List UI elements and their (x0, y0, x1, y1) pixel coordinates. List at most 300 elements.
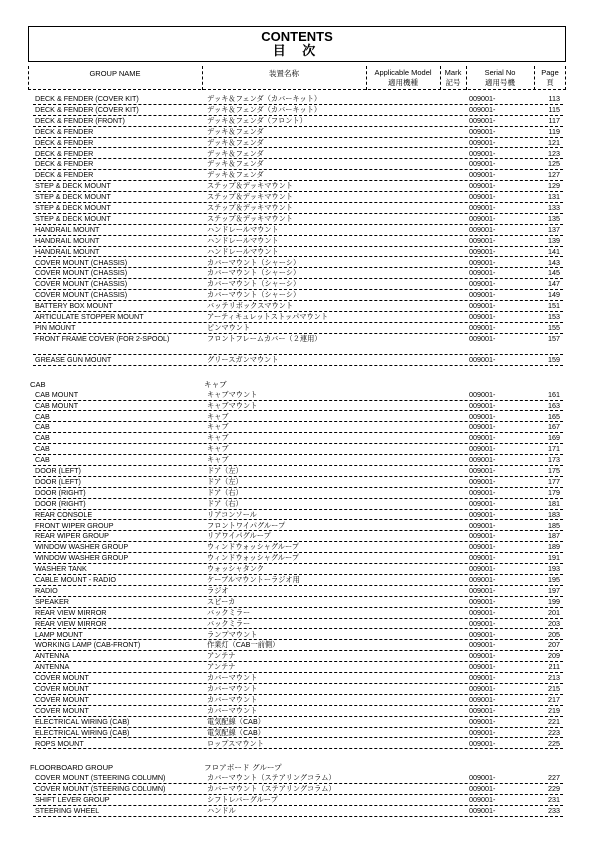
serial-no: 009001- (469, 531, 496, 541)
list-item[interactable] (0, 127, 596, 138)
group-name: STEP & DECK MOUNT (35, 213, 111, 223)
page-number: 143 (548, 257, 560, 267)
serial-no: 009001- (469, 585, 496, 595)
group-name: DECK & FENDER (35, 148, 94, 158)
page-number: 189 (548, 542, 560, 552)
jp-name: キャブ (207, 433, 229, 443)
list-item[interactable] (0, 477, 596, 488)
col-mark-jp: 記号 (445, 78, 461, 87)
jp-name: ウィンドウォッシャグループ (207, 553, 299, 563)
jp-name: ハンドレールマウント (207, 224, 279, 234)
group-name: COVER MOUNT (CHASSIS) (35, 279, 128, 289)
section-title: FLOORBOARD GROUP (30, 763, 114, 773)
page-number: 135 (548, 213, 560, 223)
group-name: SPEAKER (35, 596, 69, 606)
list-item[interactable] (0, 225, 596, 236)
page-number: 203 (548, 618, 560, 628)
group-name: WINDOW WASHER GROUP (35, 542, 129, 552)
serial-no: 009001- (469, 400, 496, 410)
page-number: 139 (548, 235, 560, 245)
jp-name: キャブマウント (207, 389, 258, 399)
page-number: 183 (548, 509, 560, 519)
jp-name: ロップスマウント (207, 738, 264, 748)
page-number: 231 (548, 795, 560, 805)
page-number: 129 (548, 181, 560, 191)
page-number: 179 (548, 487, 560, 497)
serial-no: 009001- (469, 705, 496, 715)
group-name: COVER MOUNT (CHASSIS) (35, 290, 128, 300)
serial-no: 009001- (469, 640, 496, 650)
serial-no: 009001- (469, 795, 496, 805)
jp-name: ステップ＆デッキマウント (207, 203, 293, 212)
page-number: 229 (548, 784, 560, 794)
group-name: STEP & DECK MOUNT (35, 192, 111, 202)
serial-no: 009001- (469, 159, 496, 169)
serial-no: 009001- (469, 487, 496, 497)
page-number: 115 (548, 104, 560, 114)
group-name: COVER MOUNT (35, 673, 89, 683)
jp-name: ハンドレールマウント (207, 235, 279, 245)
jp-name: フロントフレームカバー（２連用） (207, 333, 322, 343)
list-item[interactable] (0, 728, 596, 739)
page-number: 121 (548, 137, 560, 147)
page-number: 169 (548, 433, 560, 443)
page-number: 181 (548, 498, 560, 508)
contents-header (28, 26, 566, 62)
list-item[interactable] (0, 455, 596, 466)
jp-name: アンテナ (207, 662, 236, 672)
list-item[interactable] (0, 488, 596, 499)
group-name: DECK & FENDER (35, 126, 94, 136)
group-name: COVER MOUNT (CHASSIS) (35, 257, 128, 267)
list-item[interactable] (0, 412, 596, 423)
serial-no: 009001- (469, 684, 496, 693)
col-serial-en: Serial No (484, 68, 516, 77)
group-name: DECK & FENDER (35, 159, 94, 169)
jp-name: デッキ＆フェンダ (207, 159, 264, 169)
serial-no: 009001- (469, 596, 496, 606)
page-number: 125 (548, 159, 560, 169)
page-number: 161 (548, 389, 560, 399)
group-name: HANDRAIL MOUNT (35, 235, 100, 245)
serial-no: 009001- (469, 322, 496, 332)
jp-name: ドア（左） (207, 476, 243, 486)
list-item[interactable] (0, 312, 596, 323)
group-name: BATTERY BOX MOUNT (35, 301, 113, 311)
jp-name: カバーマウント (207, 673, 258, 683)
page-number: 165 (548, 411, 560, 421)
group-name: CABLE MOUNT - RADIO (35, 575, 116, 584)
jp-name: デッキ＆フェンダ (207, 170, 264, 180)
jp-name: 電気配線（CAB） (207, 716, 265, 726)
section-title-jp: フロアボード グループ (204, 763, 282, 773)
serial-no: 009001- (469, 257, 496, 267)
serial-no: 009001- (469, 716, 496, 726)
list-item[interactable] (0, 773, 596, 784)
jp-name: カバーマウント（シャーシ） (207, 268, 301, 278)
group-name: SHIFT LEVER GROUP (35, 795, 110, 805)
group-name: CAB (35, 455, 50, 465)
group-name: CAB (35, 411, 50, 421)
serial-no: 009001- (469, 694, 496, 704)
group-name: COVER MOUNT (STEERING COLUMN) (35, 784, 166, 794)
serial-no: 009001- (469, 268, 496, 278)
serial-no: 009001- (469, 509, 496, 519)
group-name: PIN MOUNT (35, 322, 76, 332)
jp-name: ステップ＆デッキマウント (207, 181, 293, 191)
list-item[interactable] (0, 510, 596, 521)
group-name: CAB (35, 444, 50, 454)
list-item[interactable] (0, 323, 596, 334)
list-item[interactable] (0, 651, 596, 662)
page-number: 227 (548, 773, 560, 783)
serial-no: 009001- (469, 290, 496, 300)
group-name: WASHER TANK (35, 564, 87, 574)
serial-no: 009001- (469, 433, 496, 443)
jp-name: キャブ (207, 411, 229, 421)
list-item[interactable] (0, 94, 596, 105)
list-item[interactable] (0, 301, 596, 312)
list-item[interactable] (0, 640, 596, 651)
serial-no: 009001- (469, 148, 496, 158)
list-item[interactable] (0, 214, 596, 225)
serial-no: 009001- (469, 181, 496, 191)
list-item[interactable] (0, 673, 596, 684)
group-name: COVER MOUNT (STEERING COLUMN) (35, 773, 166, 783)
group-name: STEP & DECK MOUNT (35, 181, 111, 191)
serial-no: 009001- (469, 618, 496, 628)
serial-no: 009001- (469, 476, 496, 486)
serial-no: 009001- (469, 203, 496, 212)
list-item[interactable] (0, 499, 596, 510)
serial-no: 009001- (469, 137, 496, 147)
serial-no: 009001- (469, 542, 496, 552)
list-item[interactable] (0, 355, 596, 366)
group-name: COVER MOUNT (35, 684, 89, 693)
page-number: 195 (548, 575, 560, 584)
list-item[interactable] (0, 401, 596, 412)
group-name: DECK & FENDER (35, 170, 94, 180)
jp-name: 作業灯（CAB一前側） (207, 640, 280, 650)
page-number: 151 (548, 301, 560, 311)
page-number: 233 (548, 806, 560, 816)
list-item[interactable] (0, 105, 596, 116)
list-item[interactable] (0, 795, 596, 806)
serial-no: 009001- (469, 520, 496, 530)
jp-name: スピーカ (207, 596, 236, 606)
jp-name: ドア（右） (207, 498, 243, 508)
jp-name: ランプマウント (207, 629, 258, 639)
serial-no: 009001- (469, 411, 496, 421)
page-number: 173 (548, 455, 560, 465)
list-item[interactable] (0, 564, 596, 575)
list-item[interactable] (0, 784, 596, 795)
jp-name: デッキ＆フェンダ (207, 137, 264, 147)
jp-name: バックミラー (207, 618, 251, 628)
serial-no: 009001- (469, 784, 496, 794)
page-number: 221 (548, 716, 560, 726)
group-name: ARTICULATE STOPPER MOUNT (35, 312, 144, 321)
page-number: 209 (548, 651, 560, 661)
page-number: 225 (548, 738, 560, 748)
page-number: 163 (548, 400, 560, 410)
jp-name: デッキ＆フェンダ (207, 126, 264, 136)
serial-no: 009001- (469, 235, 496, 245)
page-number: 201 (548, 607, 560, 617)
group-name: STEP & DECK MOUNT (35, 203, 111, 212)
list-item[interactable] (0, 258, 596, 269)
jp-name: ステップ＆デッキマウント (207, 192, 293, 202)
list-item[interactable] (0, 268, 596, 279)
col-page-en: Page (541, 68, 559, 77)
jp-name: カバーマウント（ステアリングコラム） (207, 773, 336, 783)
group-name: DOOR (LEFT) (35, 466, 81, 475)
group-name: RADIO (35, 585, 58, 595)
jp-name: ドア（右） (207, 487, 243, 497)
page-number: 175 (548, 466, 560, 475)
group-name: DECK & FENDER (COVER KIT) (35, 94, 139, 103)
serial-no: 009001- (469, 727, 496, 737)
group-name: CAB (35, 422, 50, 432)
serial-no: 009001- (469, 444, 496, 454)
jp-name: シフトレバーグループ (207, 795, 278, 805)
serial-no: 009001- (469, 651, 496, 661)
page-number: 171 (548, 444, 560, 454)
group-name: DOOR (RIGHT) (35, 487, 86, 497)
jp-name: グリースガンマウント (207, 354, 279, 364)
serial-no: 009001- (469, 662, 496, 672)
list-item[interactable] (0, 662, 596, 673)
header-rule (28, 89, 566, 90)
list-item[interactable] (0, 116, 596, 127)
page-title: CONTENTS (261, 29, 333, 44)
serial-no: 009001- (469, 312, 496, 321)
group-name: REAR WIPER GROUP (35, 531, 109, 541)
page-number: 137 (548, 224, 560, 234)
jp-name: キャブ (207, 422, 229, 432)
list-item[interactable] (0, 203, 596, 214)
list-item[interactable] (0, 706, 596, 717)
page-number: 131 (548, 192, 560, 202)
list-item[interactable] (0, 586, 596, 597)
list-item[interactable] (0, 608, 596, 619)
group-name: GREASE GUN MOUNT (35, 354, 112, 364)
jp-name: デッキ＆フェンダ (207, 148, 264, 158)
jp-name: ラジオ (207, 585, 229, 595)
list-item[interactable] (0, 684, 596, 695)
list-item[interactable] (0, 279, 596, 290)
serial-no: 009001- (469, 498, 496, 508)
page-number: 217 (548, 694, 560, 704)
serial-no: 009001- (469, 115, 496, 125)
page-number: 159 (548, 354, 560, 364)
serial-no: 009001- (469, 354, 496, 364)
page-number: 157 (548, 333, 560, 343)
serial-no: 009001- (469, 773, 496, 783)
serial-no: 009001- (469, 553, 496, 563)
list-item[interactable] (0, 149, 596, 160)
serial-no: 009001- (469, 607, 496, 617)
jp-name: カバーマウント（ステアリングコラム） (207, 784, 336, 794)
page-number: 117 (548, 115, 560, 125)
group-name: LAMP MOUNT (35, 629, 83, 639)
group-name: REAR VIEW MIRROR (35, 618, 107, 628)
group-name: DECK & FENDER (35, 137, 94, 147)
col-page-jp: 頁 (546, 78, 554, 87)
jp-name: 電気配線（CAB） (207, 727, 265, 737)
col-mark-en: Mark (444, 68, 462, 77)
group-name: WORKING LAMP (CAB-FRONT) (35, 640, 141, 650)
page-number: 127 (548, 170, 560, 180)
serial-no: 009001- (469, 806, 496, 816)
jp-name: カバーマウント (207, 705, 258, 715)
list-item[interactable] (0, 159, 596, 170)
group-name: DECK & FENDER (COVER KIT) (35, 104, 139, 114)
page-number: 199 (548, 596, 560, 606)
page-number: 177 (548, 476, 560, 486)
serial-no: 009001- (469, 673, 496, 683)
jp-name: ステップ＆デッキマウント (207, 213, 293, 223)
section-title-jp: キャブ (204, 379, 227, 389)
jp-name: リアワイパグループ (207, 531, 271, 541)
list-item[interactable] (0, 236, 596, 247)
serial-no: 009001- (469, 333, 496, 343)
col-group-name: GROUP NAME (89, 69, 141, 78)
page-number: 219 (548, 705, 560, 715)
jp-name: カバーマウント (207, 694, 258, 704)
section-title: CAB (30, 379, 46, 389)
group-name: ELECTRICAL WIRING (CAB) (35, 727, 130, 737)
page-number: 155 (548, 322, 560, 332)
page-number: 133 (548, 203, 560, 212)
page-number: 147 (548, 279, 560, 289)
page-number: 205 (548, 629, 560, 639)
divider (565, 66, 566, 90)
serial-no: 009001- (469, 466, 496, 475)
jp-name: ウォッシャタンク (207, 564, 264, 574)
col-jp-name: 装置名称 (269, 69, 299, 78)
group-name: DECK & FENDER (FRONT) (35, 115, 125, 125)
serial-no: 009001- (469, 104, 496, 114)
serial-no: 009001- (469, 422, 496, 432)
group-name: HANDRAIL MOUNT (35, 246, 100, 256)
list-item[interactable] (0, 531, 596, 542)
jp-name: ドア（左） (207, 466, 243, 475)
group-name: ANTENNA (35, 662, 70, 672)
group-name: WINDOW WASHER GROUP (35, 553, 129, 563)
list-item[interactable] (0, 717, 596, 728)
jp-name: キャブマウント (207, 400, 258, 410)
group-name: COVER MOUNT (35, 694, 89, 704)
jp-name: キャブ (207, 444, 229, 454)
list-item[interactable] (0, 575, 596, 586)
list-item[interactable] (0, 542, 596, 553)
jp-name: バッテリボックスマウント (207, 301, 294, 311)
col-applicable-model-en: Applicable Model (374, 68, 432, 77)
group-name: REAR CONSOLE (35, 509, 93, 519)
page-number: 207 (548, 640, 560, 650)
serial-no: 009001- (469, 213, 496, 223)
serial-no: 009001- (469, 224, 496, 234)
list-item[interactable] (0, 170, 596, 181)
column-header (28, 66, 566, 90)
list-item[interactable] (0, 466, 596, 477)
page-number: 213 (548, 673, 560, 683)
page-number: 193 (548, 564, 560, 574)
group-name: REAR VIEW MIRROR (35, 607, 107, 617)
group-name: FRONT FRAME COVER (FOR 2-SPOOL) (35, 333, 170, 343)
jp-name: リアコンソール (207, 509, 257, 519)
group-name: DOOR (LEFT) (35, 476, 81, 486)
serial-no: 009001- (469, 279, 496, 289)
serial-no: 009001- (469, 389, 496, 399)
group-name: CAB MOUNT (35, 389, 79, 399)
list-item[interactable] (0, 619, 596, 630)
serial-no: 009001- (469, 629, 496, 639)
list-item[interactable] (0, 390, 596, 401)
page-number: 167 (548, 422, 560, 432)
group-name: ROPS MOUNT (35, 738, 84, 748)
page-number: 215 (548, 684, 560, 693)
list-item[interactable] (0, 433, 596, 444)
jp-name: キャブ (207, 455, 229, 465)
list-item[interactable] (0, 181, 596, 192)
list-item[interactable] (0, 695, 596, 706)
page-number: 191 (548, 553, 560, 563)
page-number: 123 (548, 148, 560, 158)
list-item[interactable] (0, 806, 596, 817)
list-item[interactable] (0, 630, 596, 641)
list-item[interactable] (0, 290, 596, 301)
jp-name: ピンマウント (207, 322, 251, 332)
list-item[interactable] (0, 739, 596, 750)
list-item[interactable] (0, 553, 596, 564)
group-name: FRONT WIPER GROUP (35, 520, 114, 530)
group-name: CAB (35, 433, 50, 443)
list-item[interactable] (0, 422, 596, 433)
page-number: 145 (548, 268, 560, 278)
serial-no: 009001- (469, 738, 496, 748)
serial-no: 009001- (469, 455, 496, 465)
group-name: HANDRAIL MOUNT (35, 224, 100, 234)
col-serial-jp: 適用号機 (485, 78, 515, 87)
jp-name: デッキ＆フェンダ（フロント） (207, 115, 307, 125)
list-item[interactable] (0, 597, 596, 608)
group-name: COVER MOUNT (CHASSIS) (35, 268, 128, 278)
serial-no: 009001- (469, 192, 496, 202)
serial-no: 009001- (469, 126, 496, 136)
serial-no: 009001- (469, 575, 496, 584)
jp-name: カバーマウント（シャーシ） (207, 290, 301, 300)
jp-name: バックミラー (207, 607, 251, 617)
jp-name: ケーブルマウントーラジオ用 (207, 575, 300, 584)
list-item[interactable] (0, 192, 596, 203)
group-name: DOOR (RIGHT) (35, 498, 86, 508)
list-item[interactable] (0, 138, 596, 149)
page-number: 223 (548, 727, 560, 737)
list-item[interactable] (0, 521, 596, 532)
list-item[interactable] (0, 444, 596, 455)
list-item[interactable] (0, 247, 596, 258)
serial-no: 009001- (469, 246, 496, 256)
page-number: 119 (548, 126, 560, 136)
jp-name: カバーマウント（シャーシ） (207, 279, 301, 289)
jp-name: カバーマウント (207, 684, 258, 693)
group-name: CAB MOUNT (35, 400, 79, 410)
list-item[interactable] (0, 334, 596, 355)
page-number: 153 (548, 312, 560, 321)
serial-no: 009001- (469, 94, 496, 103)
